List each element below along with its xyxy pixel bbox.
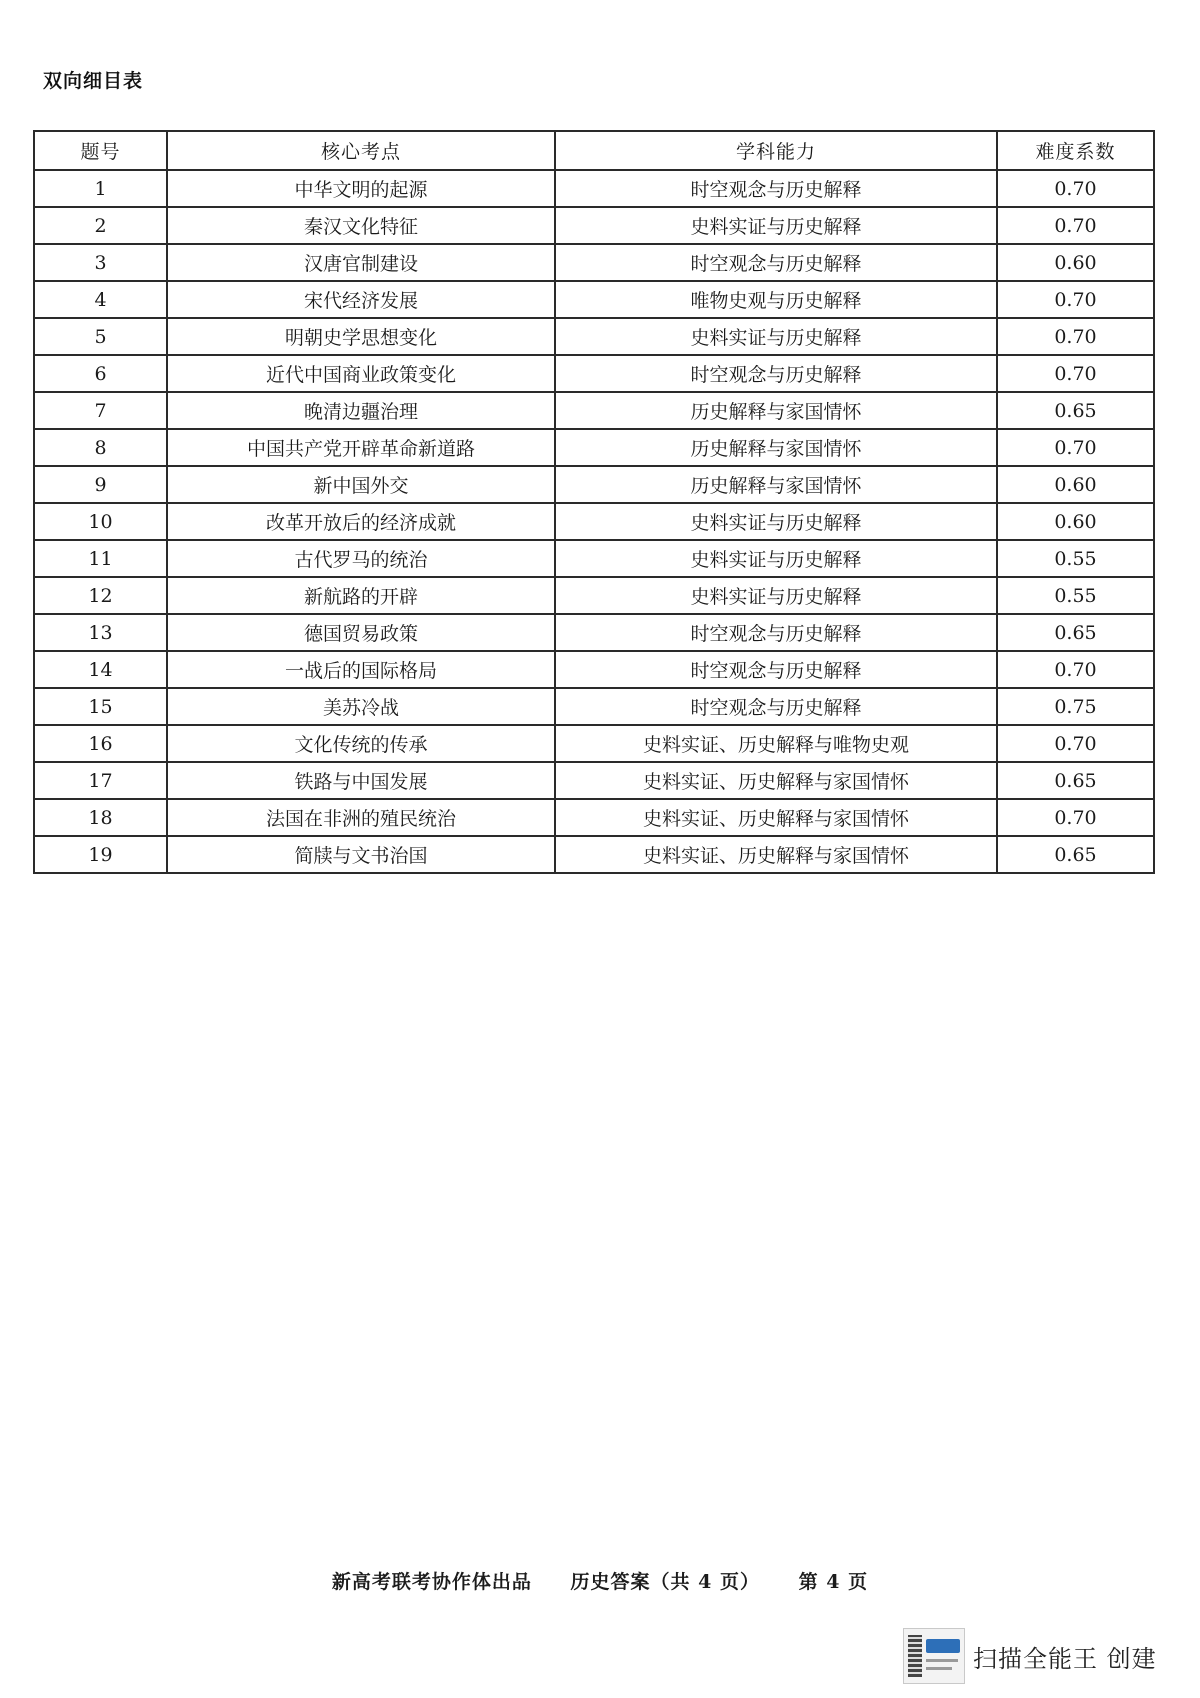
table-row <box>34 836 1154 873</box>
header-difficulty: 难度系数 <box>997 131 1154 170</box>
cell-ability: 史料实证、历史解释与家国情怀 <box>555 836 997 873</box>
cell-topic: 德国贸易政策 <box>167 614 555 651</box>
cell-topic: 古代罗马的统治 <box>167 540 555 577</box>
cell-ability: 史料实证、历史解释与家国情怀 <box>555 762 997 799</box>
cell-topic: 新航路的开辟 <box>167 577 555 614</box>
cell-number: 7 <box>34 392 167 429</box>
page-footer <box>0 1567 1200 1594</box>
table-row <box>34 614 1154 651</box>
cell-topic: 美苏冷战 <box>167 688 555 725</box>
table-row <box>34 577 1154 614</box>
cell-difficulty: 0.65 <box>997 836 1154 873</box>
cell-number: 9 <box>34 466 167 503</box>
cell-number: 6 <box>34 355 167 392</box>
cell-ability: 史料实证与历史解释 <box>555 577 997 614</box>
table-row <box>34 651 1154 688</box>
cell-topic: 晚清边疆治理 <box>167 392 555 429</box>
cell-topic: 一战后的国际格局 <box>167 651 555 688</box>
cell-difficulty: 0.55 <box>997 540 1154 577</box>
cell-topic: 法国在非洲的殖民统治 <box>167 799 555 836</box>
table-body <box>34 170 1154 873</box>
cell-ability: 史料实证与历史解释 <box>555 207 997 244</box>
cell-number: 15 <box>34 688 167 725</box>
table-row <box>34 429 1154 466</box>
table-row <box>34 466 1154 503</box>
cell-ability: 历史解释与家国情怀 <box>555 429 997 466</box>
cell-number: 10 <box>34 503 167 540</box>
cell-topic: 近代中国商业政策变化 <box>167 355 555 392</box>
cell-difficulty: 0.70 <box>997 651 1154 688</box>
table-row <box>34 355 1154 392</box>
table-row <box>34 318 1154 355</box>
cell-difficulty: 0.70 <box>997 799 1154 836</box>
cell-number: 14 <box>34 651 167 688</box>
cell-difficulty: 0.75 <box>997 688 1154 725</box>
cell-difficulty: 0.70 <box>997 429 1154 466</box>
table-row <box>34 170 1154 207</box>
cell-number: 2 <box>34 207 167 244</box>
cell-difficulty: 0.65 <box>997 392 1154 429</box>
cell-number: 3 <box>34 244 167 281</box>
cell-ability: 史料实证与历史解释 <box>555 318 997 355</box>
cell-ability: 时空观念与历史解释 <box>555 614 997 651</box>
cell-ability: 时空观念与历史解释 <box>555 244 997 281</box>
cell-topic: 明朝史学思想变化 <box>167 318 555 355</box>
cell-difficulty: 0.65 <box>997 614 1154 651</box>
table-row <box>34 725 1154 762</box>
cell-topic: 中华文明的起源 <box>167 170 555 207</box>
cell-difficulty: 0.60 <box>997 466 1154 503</box>
table-row <box>34 799 1154 836</box>
cell-topic: 简牍与文书治国 <box>167 836 555 873</box>
footer-page-number: 第 4 页 <box>798 1571 869 1593</box>
cell-difficulty: 0.60 <box>997 503 1154 540</box>
cell-ability: 史料实证、历史解释与家国情怀 <box>555 799 997 836</box>
table-row <box>34 281 1154 318</box>
cell-number: 16 <box>34 725 167 762</box>
cell-difficulty: 0.70 <box>997 207 1154 244</box>
cell-difficulty: 0.70 <box>997 355 1154 392</box>
header-number: 题号 <box>34 131 167 170</box>
cell-difficulty: 0.65 <box>997 762 1154 799</box>
footer-doc-title: 历史答案（共 4 页） <box>570 1571 760 1593</box>
cell-number: 8 <box>34 429 167 466</box>
cell-number: 18 <box>34 799 167 836</box>
cell-difficulty: 0.70 <box>997 318 1154 355</box>
watermark-text: 扫描全能王 创建 <box>973 1644 1157 1673</box>
cell-number: 17 <box>34 762 167 799</box>
header-topic: 核心考点 <box>167 131 555 170</box>
cell-topic: 新中国外交 <box>167 466 555 503</box>
cell-ability: 时空观念与历史解释 <box>555 688 997 725</box>
table-row <box>34 688 1154 725</box>
page-heading: 双向细目表 <box>43 70 144 92</box>
header-ability: 学科能力 <box>555 131 997 170</box>
cell-difficulty: 0.60 <box>997 244 1154 281</box>
cell-topic: 宋代经济发展 <box>167 281 555 318</box>
cell-ability: 历史解释与家国情怀 <box>555 392 997 429</box>
table-row <box>34 244 1154 281</box>
cell-topic: 文化传统的传承 <box>167 725 555 762</box>
cell-difficulty: 0.70 <box>997 170 1154 207</box>
cell-ability: 历史解释与家国情怀 <box>555 466 997 503</box>
table-row <box>34 392 1154 429</box>
table-row <box>34 207 1154 244</box>
table-row <box>34 540 1154 577</box>
cell-number: 4 <box>34 281 167 318</box>
cell-number: 13 <box>34 614 167 651</box>
cell-number: 5 <box>34 318 167 355</box>
cell-topic: 中国共产党开辟革命新道路 <box>167 429 555 466</box>
cell-topic: 铁路与中国发展 <box>167 762 555 799</box>
cell-difficulty: 0.70 <box>997 281 1154 318</box>
cell-topic: 改革开放后的经济成就 <box>167 503 555 540</box>
cell-difficulty: 0.55 <box>997 577 1154 614</box>
cell-ability: 史料实证与历史解释 <box>555 503 997 540</box>
spec-table <box>33 130 1155 874</box>
camscanner-logo-icon <box>903 1628 965 1684</box>
cell-topic: 秦汉文化特征 <box>167 207 555 244</box>
scanner-watermark <box>903 1628 1157 1684</box>
cell-ability: 时空观念与历史解释 <box>555 355 997 392</box>
cell-ability: 唯物史观与历史解释 <box>555 281 997 318</box>
table-row <box>34 503 1154 540</box>
cell-number: 11 <box>34 540 167 577</box>
cell-ability: 时空观念与历史解释 <box>555 651 997 688</box>
table-row <box>34 762 1154 799</box>
cell-ability: 史料实证、历史解释与唯物史观 <box>555 725 997 762</box>
cell-ability: 史料实证与历史解释 <box>555 540 997 577</box>
cell-ability: 时空观念与历史解释 <box>555 170 997 207</box>
cell-topic: 汉唐官制建设 <box>167 244 555 281</box>
cell-number: 1 <box>34 170 167 207</box>
footer-publisher: 新高考联考协作体出品 <box>331 1571 532 1593</box>
table-header-row <box>34 131 1154 170</box>
cell-number: 12 <box>34 577 167 614</box>
cell-number: 19 <box>34 836 167 873</box>
cell-difficulty: 0.70 <box>997 725 1154 762</box>
